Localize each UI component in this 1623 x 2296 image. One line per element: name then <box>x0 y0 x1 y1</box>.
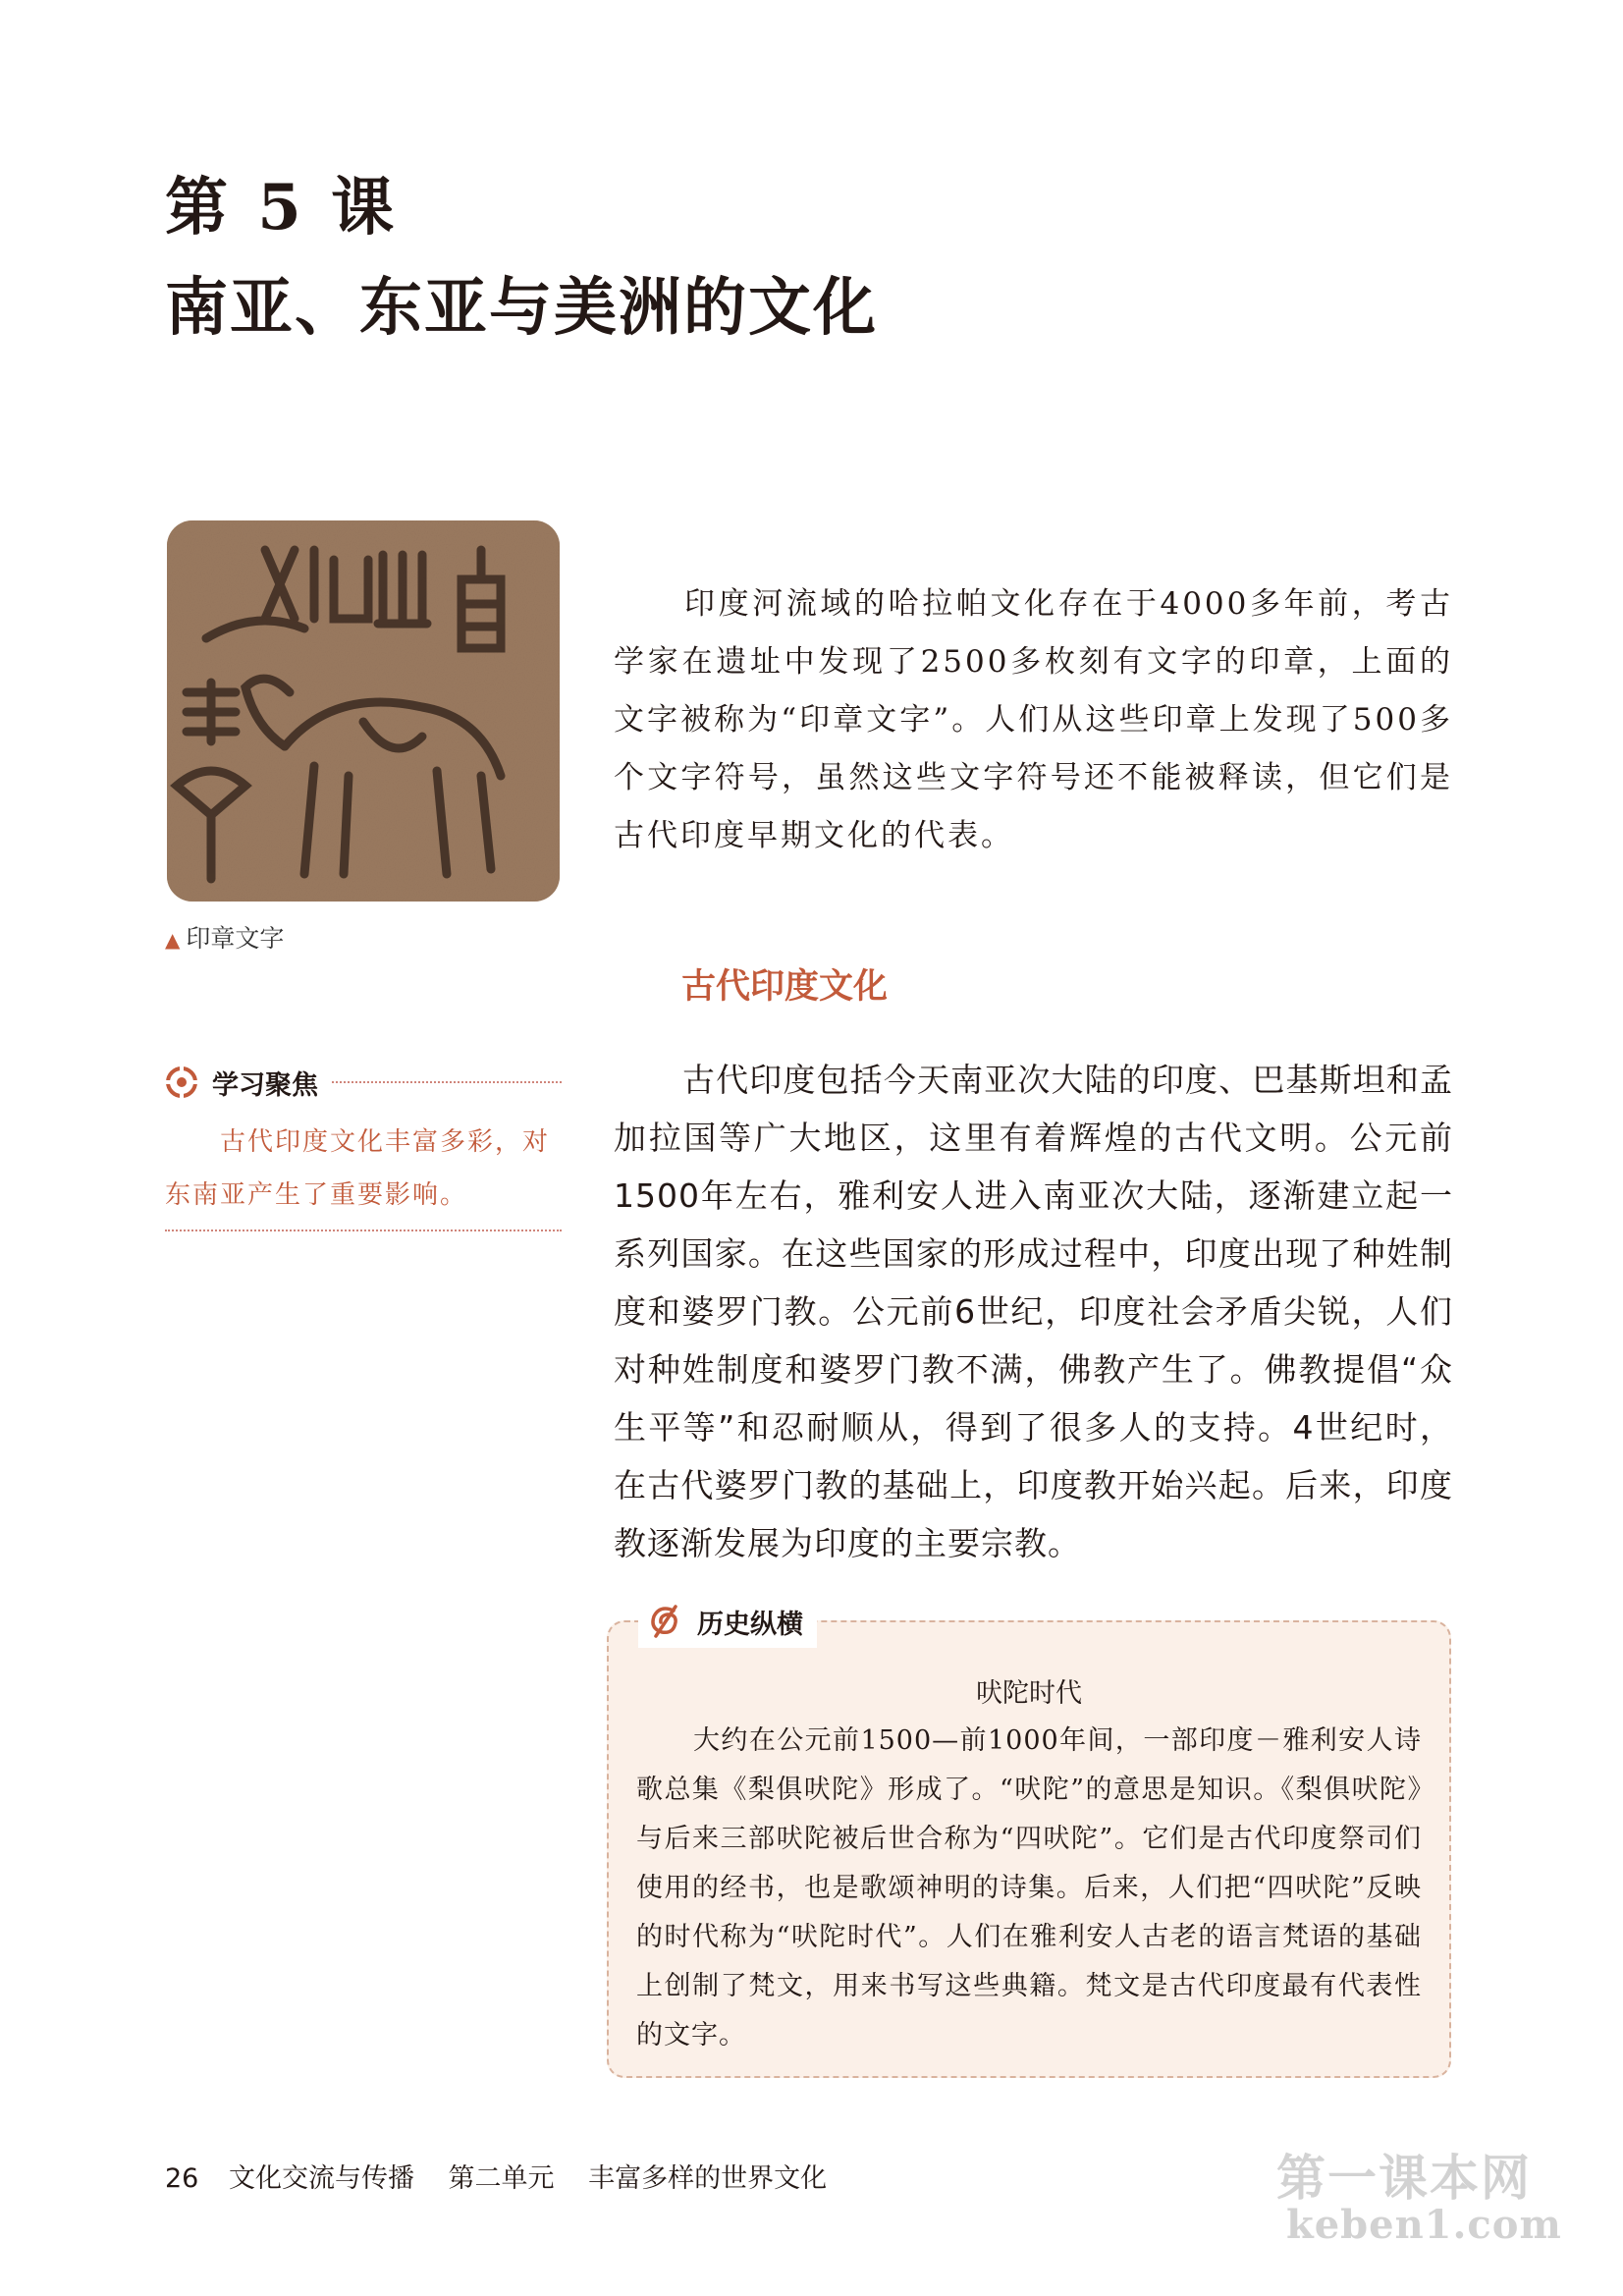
history-box <box>607 1609 1451 2078</box>
intro-paragraph: 印度河流域的哈拉帕文化存在于4000多年前，考古学家在遗址中发现了2500多枚刻有文字的印章，上面的文字被称为“印章文字”。人们从这些印章上发现了500多个文字符号，虽然这些文字符号还不能被释读，但它们是古代印度早期文化的代表。 <box>614 586 1453 853</box>
caption-text: 印章文字 <box>186 924 285 953</box>
triangle-marker-icon: ▲ <box>165 928 181 952</box>
history-swirl-icon <box>646 1603 683 1640</box>
learning-focus <box>165 1063 562 1231</box>
section-paragraph: 古代印度包括今天南亚次大陆的印度、巴基斯坦和孟加拉国等广大地区，这里有着辉煌的古代文明。公元前1500年左右，雅利安人进入南亚次大陆，逐渐建立起一系列国家。在这些国家的形成过程中，印度出现了种姓制度和婆罗门教。公元前6世纪，印度社会矛盾尖锐，人们对种姓制度和婆罗门教不满，佛教产生了。佛教提倡“众生平等”和忍耐顺从，得到了很多人的支持。4世纪时，在古代婆罗门教的基础上，印度教开始兴起。后来，印度教逐渐发展为印度的主要宗教。 <box>614 1061 1453 1562</box>
footer-unit: 第二单元 <box>448 2163 555 2194</box>
focus-label: 学习聚焦 <box>212 1069 318 1101</box>
focus-text: 古代印度文化丰富多彩，对东南亚产生了重要影响。 <box>165 1127 551 1210</box>
seal-photo <box>167 520 560 902</box>
watermark-url: keben1.com <box>1286 2202 1562 2248</box>
seal-illustration <box>167 520 560 902</box>
history-body: 大约在公元前1500—前1000年间，一部印度－雅利安人诗歌总集《梨俱吠陀》形成了。“吠陀”的意思是知识。《梨俱吠陀》与后来三部吠陀被后世合称为“四吠陀”。它们是古代印度祭司们使用的经书，也是歌颂神明的诗集。后来，人们把“四吠陀”反映的时代称为“吠陀时代”。人们在雅利安人古老的语言梵语的基础上创制了梵文，用来书写这些典籍。梵文是古代印度最有代表性的文字。 <box>636 1725 1422 2050</box>
history-tag <box>638 1595 817 1648</box>
history-label: 历史纵横 <box>697 1609 803 1640</box>
footer-book-title: 文化交流与传播 <box>228 2163 414 2194</box>
section-heading: 古代印度文化 <box>681 967 889 1007</box>
focus-target-icon <box>165 1066 198 1099</box>
figure-caption <box>165 919 284 955</box>
page-footer <box>165 2157 827 2195</box>
lesson-number: 第 5 课 <box>165 171 399 245</box>
lesson-title: 南亚、东亚与美洲的文化 <box>165 271 878 345</box>
history-title: 吠陀时代 <box>976 1678 1082 1709</box>
focus-divider <box>332 1081 562 1083</box>
watermark-text: 第一课本网 <box>1276 2150 1532 2207</box>
page-number: 26 <box>165 2163 199 2194</box>
focus-bottom-divider <box>165 1230 562 1231</box>
footer-unit-title: 丰富多样的世界文化 <box>588 2163 828 2194</box>
